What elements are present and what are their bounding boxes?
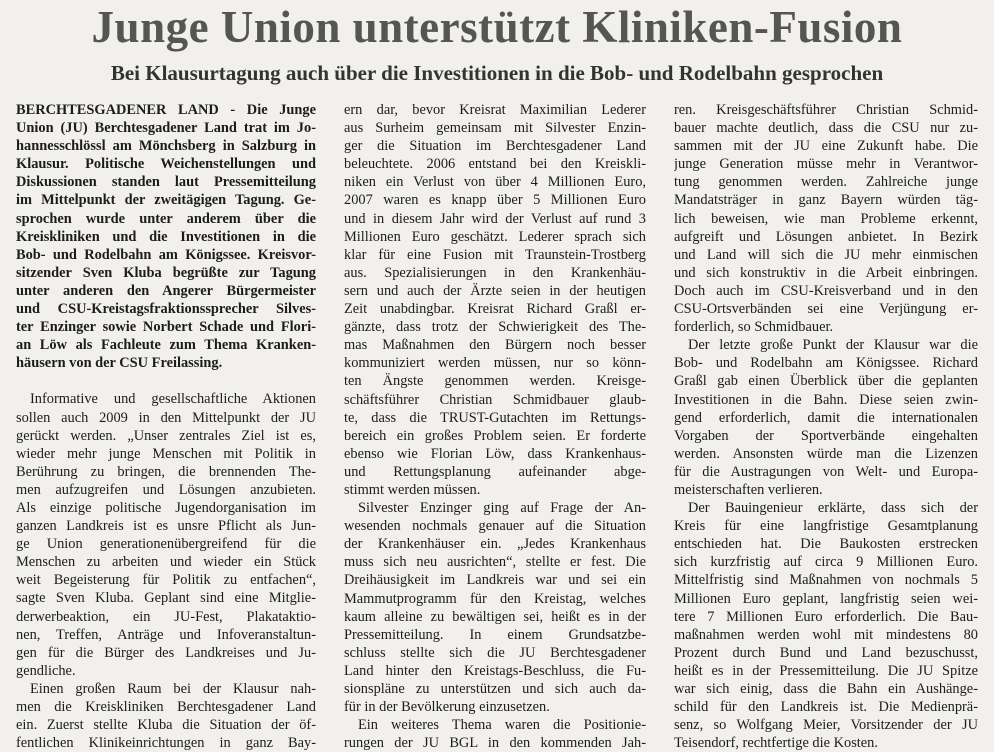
text-line: niken ein Verlust von über 4 Millionen Euro, xyxy=(344,174,646,191)
text-line: Vorgaben der Sportverbände eingehalten xyxy=(674,427,978,444)
text-line: lich beweisen, wie man Probleme erkennt, xyxy=(674,210,978,227)
text-line: derwerbeaktion, ein JU-Fest, Plakataktio- xyxy=(16,608,316,625)
text-line: bauer machte deutlich, dass die CSU nur zu- xyxy=(674,120,978,137)
text-line: men die Kreiskliniken Berchtesgadener Land xyxy=(16,699,316,715)
text-line: te, dass die TRUST-Gutachten im Rettungs- xyxy=(344,409,646,426)
text-line: sionspläne zu unterstützen und sich auch da- xyxy=(344,681,646,697)
text-line: sitzender Sven Kluba begrüßte zur Tagung xyxy=(16,264,316,281)
text-line: schäftsführer Christian Schmidbauer glaub- xyxy=(344,391,646,408)
text-line: ern dar, bevor Kreisrat Maximilian Lederer xyxy=(344,102,646,118)
text-line: tere 7 Millionen Euro erforderlich. Die Bau- xyxy=(674,608,978,625)
text-line: entschieden hat. Die Baukosten erstrecken xyxy=(674,536,978,553)
text-line: ter Enzinger sowie Norbert Schade und Flori- xyxy=(16,319,316,336)
text-line: sagte Sven Kluba. Geplant sind eine Mitglie- xyxy=(16,590,316,607)
text-line: Informative und gesellschaftliche Aktionen xyxy=(30,391,316,408)
text-line: sern und auch der Ärzte seien in der heutigen xyxy=(344,282,646,299)
text-line: wieder mehr junge Menschen mit Politik in xyxy=(16,445,316,462)
text-line: gerückt werden. „Unser zentrales Ziel ist es, xyxy=(16,427,316,444)
text-line: heißt es in der Pressemitteilung. Die JU Spitze xyxy=(674,662,978,679)
text-line: senz, so Wolfgang Meier, Vorsitzender der JU xyxy=(674,717,978,734)
text-line: sich kurzfristig auf circa 9 Millionen Euro. xyxy=(674,554,978,571)
text-line: Ein weiteres Thema waren die Positionie- xyxy=(358,717,646,734)
text-line: und Land will sich die JU mehr einmischen xyxy=(674,246,978,263)
text-line: aus Surheim gemeinsam mit Silvester Enzin- xyxy=(344,120,646,137)
text-line: ger die Situation im Berchtesgadener Land xyxy=(344,138,646,155)
text-line: BERCHTESGADENER LAND - Die Junge xyxy=(16,102,316,118)
text-line: für die Austragungen von Welt- und Europa- xyxy=(674,463,978,480)
text-line: junge Generation müsse mehr in Verantwor- xyxy=(674,156,978,173)
text-line: sollen auch 2009 in den Mittelpunkt der JU xyxy=(16,409,316,426)
text-line: sprochen wurde unter anderem über die xyxy=(16,210,316,227)
text-line: an Löw als Fachleute zum Thema Kranken- xyxy=(16,337,316,354)
column-1-body xyxy=(16,390,316,752)
text-line: und Rettungsplanung aufeinander abge- xyxy=(344,463,646,480)
text-line: und sich konstruktiv in die Arbeit einbringen. xyxy=(674,264,978,281)
subheadline: Bei Klausurtagung auch über die Investitionen in die Bob- und Rodelbahn gesprochen xyxy=(110,61,884,85)
text-line: gänzte, dass trotz der Schwierigkeit des The- xyxy=(344,319,646,336)
text-line: Doch auch im CSU-Kreisverband und in den xyxy=(674,282,978,299)
text-line: 2007 waren es knapp über 5 Millionen Euro xyxy=(344,192,646,209)
text-line: hannesschlössl am Mönchsberg in Salzburg in xyxy=(16,138,316,155)
text-line: CSU-Ortsverbänden sei eine Verjüngung er- xyxy=(674,301,978,318)
text-line: Als einzige politische Jugendorganisation im xyxy=(16,499,316,516)
paragraph-gap xyxy=(16,372,316,390)
text-line: Einen großen Raum bei der Klausur nah- xyxy=(30,680,316,697)
text-line: Mandatsträger in ganz Bayern würden täg- xyxy=(674,192,978,209)
text-line: Klausur. Politische Weichenstellungen und xyxy=(16,156,316,173)
text-line: weit Begeisterung für Politik zu entfachen“, xyxy=(16,572,316,589)
text-line: Dreihäusigkeit im Landkreis war und sei ein xyxy=(344,572,646,589)
text-line: kaum alleine zu bewältigen sei, heißt es in der xyxy=(344,608,646,625)
text-line: Bob- und Rodelbahn am Königssee. Richard xyxy=(674,355,978,372)
text-line: ge Union generationenübergreifend für die xyxy=(16,536,316,553)
text-line: bereich ein großes Problem seien. Er forderte xyxy=(344,427,646,444)
text-line: unter anderen den Angerer Bürgermeister xyxy=(16,282,316,299)
text-line: für in der Bevölkerung einzusetzen. xyxy=(344,699,550,716)
text-line: Millionen Euro geschätzt. Lederer sprach sich xyxy=(344,228,646,245)
text-line: Menschen zu arbeiten und wieder ein Stück xyxy=(16,554,316,571)
column-2 xyxy=(344,101,646,752)
text-line: ten Ängste genommen werden. Kreisge- xyxy=(344,373,646,390)
text-line: muss sich neu ausrichten“, stellte er fest. Die xyxy=(344,554,646,571)
text-line: häusern von der CSU Freilassing. xyxy=(16,355,223,372)
text-line: Der Bauingenieur erklärte, dass sich der xyxy=(688,500,978,517)
text-line: maßnahmen werden wohl mit mindestens 80 xyxy=(674,626,978,643)
text-line: der Krankenhäuser ein. „Jedes Krankenhaus xyxy=(344,536,646,553)
text-line: sammen mit der JU eine Zukunft habe. Die xyxy=(674,138,978,155)
text-line: Kreiskliniken und die Investitionen in die xyxy=(16,228,316,245)
text-line: Mittelfristig sind Maßnahmen von nochmals 5 xyxy=(674,572,978,589)
text-line: rungen der JU BGL in den kommenden Jah- xyxy=(344,735,646,752)
text-line: aus. Spezialisierungen in den Krankenhäu- xyxy=(344,264,646,281)
text-line: Prozent durch Bund und Land bezuschusst, xyxy=(674,644,978,661)
text-line: Bob- und Rodelbahn am Königssee. Kreisvor- xyxy=(16,246,316,263)
text-line: kommuniziert werden müssen, nur so könn- xyxy=(344,355,646,372)
text-line: Kreis für eine langfristige Gesamtplanung xyxy=(674,518,978,535)
text-line: gendliche. xyxy=(16,662,76,679)
text-line: wesenden nochmals genauer auf die Situation xyxy=(344,518,646,535)
text-line: Mammutprogramm für den Kreistag, welches xyxy=(344,590,646,607)
text-line: nen, Treffen, Anträge und Infoveranstaltun- xyxy=(16,626,316,643)
text-line: mas Maßnahmen den Bürgern noch besser xyxy=(344,337,646,354)
text-line: Land hinter den Kreistags-Beschluss, die Fu- xyxy=(344,662,646,679)
column-3 xyxy=(674,101,978,752)
headline: Junge Union unterstützt Kliniken-Fusion xyxy=(91,2,903,52)
text-line: war sich einig, dass die Bahn ein Aushänge- xyxy=(674,681,978,697)
text-line: Teisendorf, rechtfertige die Kosten. xyxy=(674,735,878,752)
text-line: und CSU-Kreistagsfraktionssprecher Silves- xyxy=(16,301,316,318)
text-line: ganzen Landkreis ist es unsre Pflicht als Jun- xyxy=(16,518,316,535)
text-line: ebenso wie Florian Löw, dass Krankenhaus- xyxy=(344,445,646,462)
text-line: Zeit unabdingbar. Kreisrat Richard Graßl er- xyxy=(344,301,646,318)
text-line: forderlich, so Schmidbauer. xyxy=(674,319,834,336)
text-line: tung genommen werden. Zahlreiche junge xyxy=(674,174,978,191)
text-line: Union (JU) Berchtesgadener Land trat im Jo- xyxy=(16,120,316,137)
text-line: fentlichen Klinikeinrichtungen in ganz Bay- xyxy=(16,735,316,752)
text-line: Millionen Euro geplant, langfristig seien wei- xyxy=(674,590,978,607)
text-line: ein. Zuerst stellte Kluba die Situation der öf- xyxy=(16,717,316,734)
text-line: Der letzte große Punkt der Klausur war die xyxy=(688,337,978,354)
text-line: Graßl gab einen Überblick über die geplanten xyxy=(674,373,978,390)
text-line: und in diesem Jahr wird der Verlust auf rund 3 xyxy=(344,210,646,227)
text-line: Silvester Enzinger ging auf Frage der An- xyxy=(358,500,646,517)
text-line: meisterschaften verlieren. xyxy=(674,481,823,498)
text-line: schild für den Landkreis ist. Die Medienprä- xyxy=(674,699,978,716)
text-line: aufgreift und Lösungen anbietet. In Bezirk xyxy=(674,228,978,245)
text-line: werden. Ansonsten würde man die Lizenzen xyxy=(674,445,978,462)
lead-paragraph xyxy=(16,101,316,372)
text-line: ren. Kreisgeschäftsführer Christian Schmid- xyxy=(674,102,978,118)
text-line: gend erforderlich, damit die internationalen xyxy=(674,409,978,426)
text-line: gen für die Bürger des Landkreises und Ju- xyxy=(16,644,316,661)
text-line: men aufzugreifen und Lösungen anzubieten. xyxy=(16,481,316,498)
text-line: Diskussionen standen laut Pressemitteilung xyxy=(16,174,316,191)
text-line: klar für eine Fusion mit Traunstein-Trostberg xyxy=(344,246,646,263)
text-line: Investitionen in die Bahn. Diese seien zwin- xyxy=(674,391,978,408)
text-line: stimmt werden müssen. xyxy=(344,481,481,498)
column-1 xyxy=(16,101,316,752)
text-line: im Mittelpunkt der zweitägigen Tagung. Ge- xyxy=(16,192,316,209)
text-line: Berührung zu bringen, die brennenden The- xyxy=(16,463,316,480)
text-line: schluss stellte sich die JU Berchtesgadener xyxy=(344,644,646,661)
text-line: Pressemitteilung. In einem Grundsatzbe- xyxy=(344,626,646,643)
text-line: beleuchtete. 2006 entstand bei den Kreiskli- xyxy=(344,156,646,173)
